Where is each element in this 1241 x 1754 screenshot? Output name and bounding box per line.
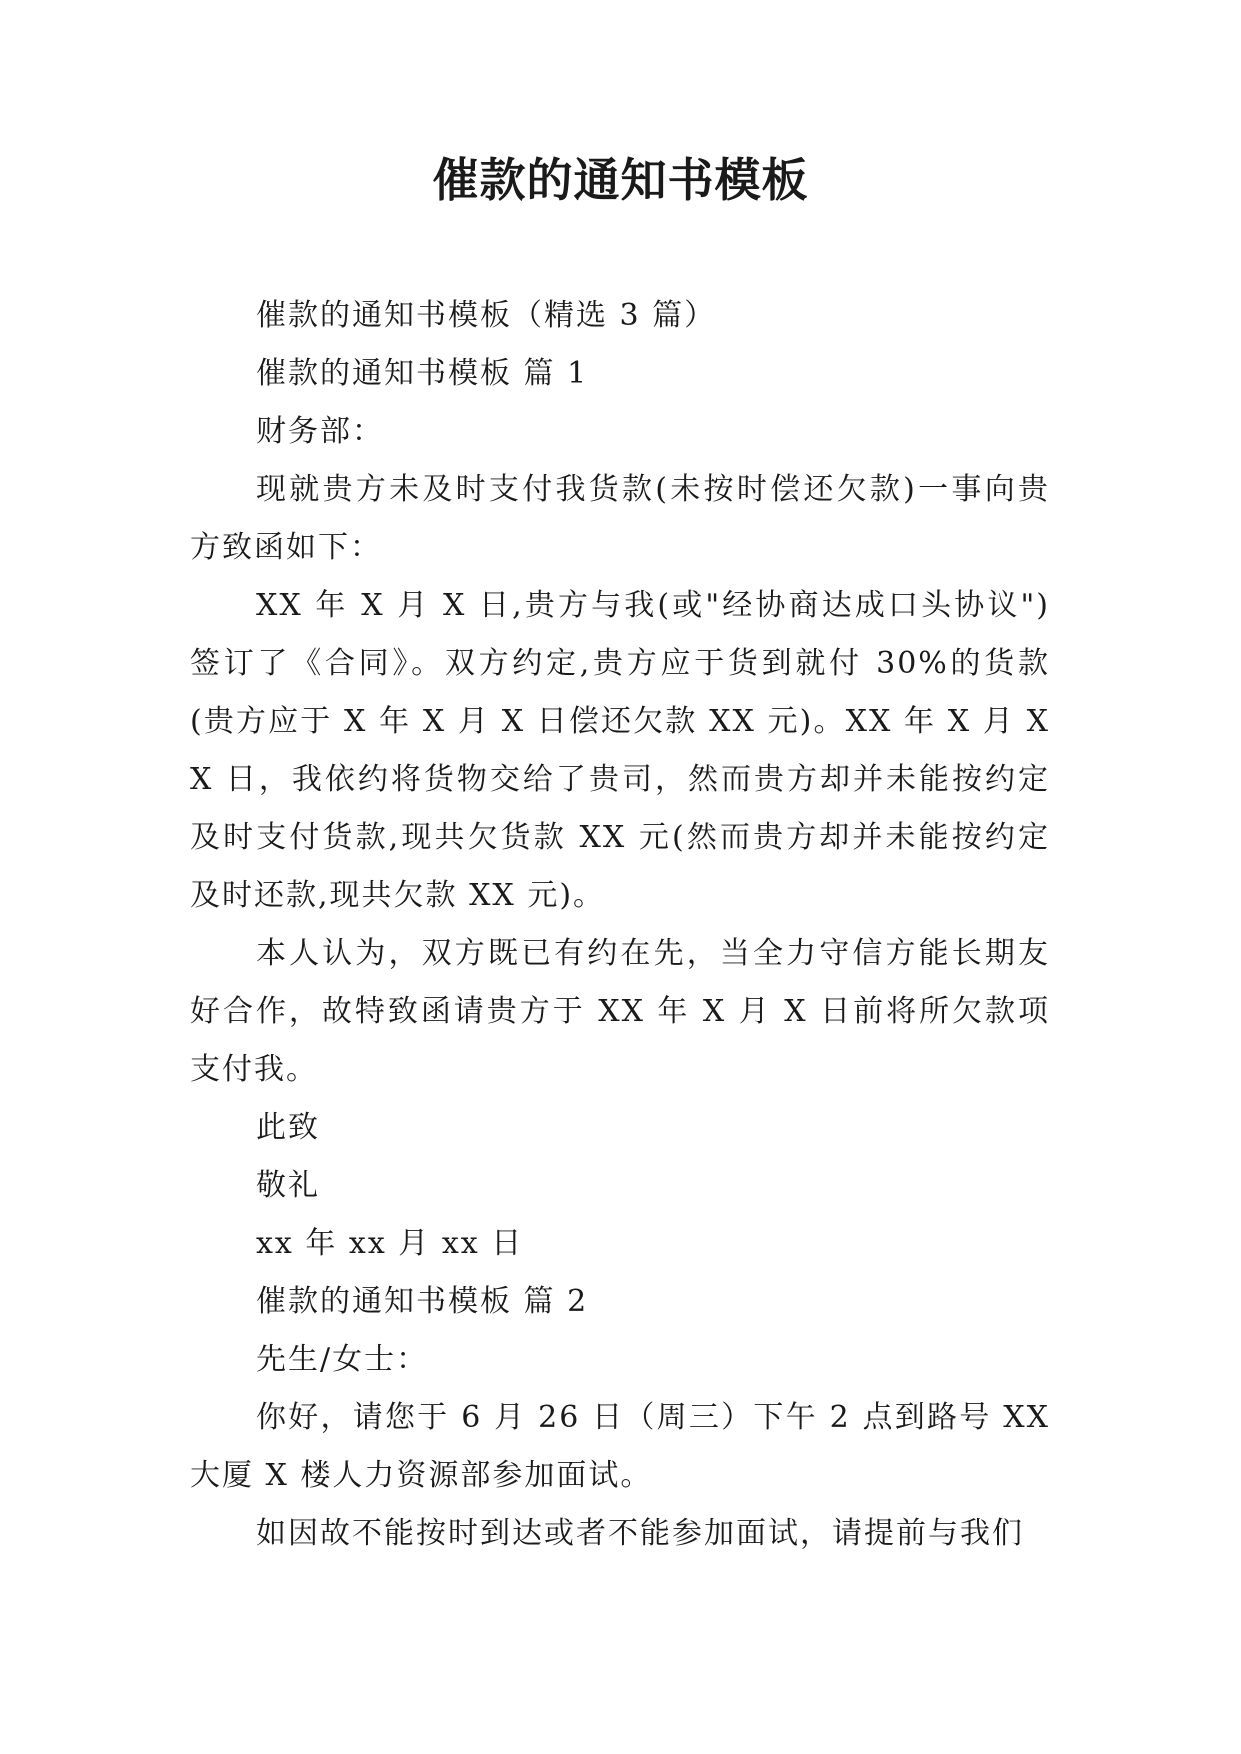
body-paragraph: 现就贵方未及时支付我货款(未按时偿还欠款)一事向贵方致函如下：: [190, 472, 1050, 565]
recipient-line: 先生/女士：: [256, 1342, 429, 1377]
section-heading-1: 催款的通知书模板 篇 1: [256, 356, 589, 391]
subtitle-paragraph: 催款的通知书模板（精选 3 篇）: [256, 298, 717, 333]
body-paragraph: 你好，请您于 6 月 26 日（周三）下午 2 点到路号 XX 大厦 X 楼人力资源部参加面试。: [190, 1400, 1050, 1493]
body-paragraph: 本人认为，双方既已有约在先，当全力守信方能长期友好合作，故特致函请贵方于 XX 年 X 月 X 日前将所欠款项支付我。: [190, 936, 1050, 1087]
date-line: xx 年 xx 月 xx 日: [256, 1226, 524, 1261]
closing-line: 此致: [256, 1110, 320, 1145]
section-heading-2: 催款的通知书模板 篇 2: [256, 1284, 589, 1319]
document-body: [190, 287, 1050, 1563]
document-title: 催款的通知书模板: [432, 153, 809, 207]
body-paragraph: 如因故不能按时到达或者不能参加面试，请提前与我们: [256, 1516, 1024, 1551]
salutation-line: 敬礼: [256, 1168, 320, 1203]
body-paragraph: XX 年 X 月 X 日,贵方与我(或"经协商达成口头协议")签订了《合同》。双方约定,贵方应于货到就付 30%的货款(贵方应于 X 年 X 月 X 日偿还欠款 XX 元)。XX 年 X 月 XX 日，我依约将货物交给了贵司，然而贵方却并未能按约定及时支付货款,现共欠货款 XX 元(然而贵方却并未能按约定及时还款,现共欠款 XX 元)。: [190, 588, 1050, 913]
recipient-line: 财务部：: [256, 414, 384, 449]
